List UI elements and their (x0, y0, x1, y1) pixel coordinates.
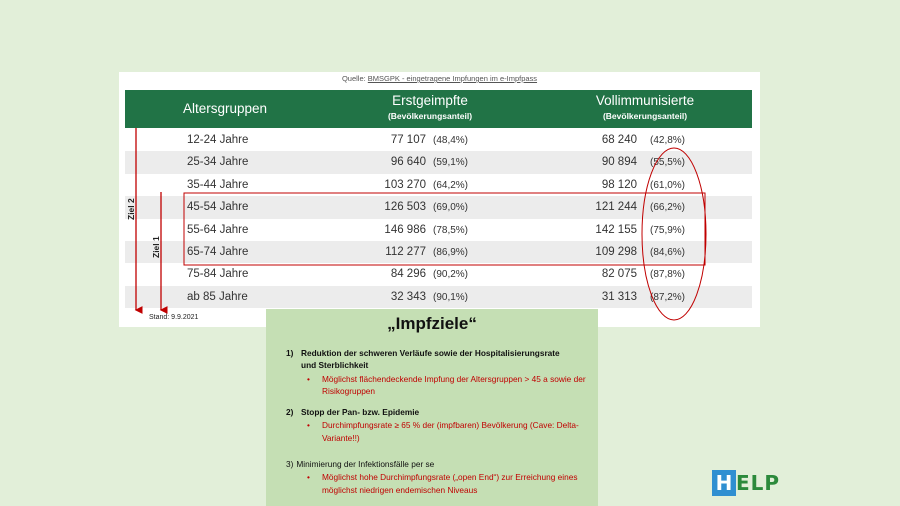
vaccination-table-image (119, 72, 760, 327)
row-full: 109 298 (595, 246, 637, 258)
impfziele-box (266, 309, 598, 506)
impfziele-title: „Impfziele“ (387, 314, 477, 333)
row-full-pct: (87,2%) (650, 291, 686, 303)
header-full-sub: (Bevölkerungsanteil) (602, 111, 688, 121)
row-age: 25-34 Jahre (187, 156, 249, 169)
row-full-pct: (42,8%) (650, 135, 686, 146)
row-first-pct: (69,0%) (433, 202, 469, 214)
red-annotations (119, 72, 760, 327)
goal-3 (286, 458, 586, 496)
row-first-pct: (64,2%) (433, 179, 469, 191)
row-first-pct: (90,2%) (433, 269, 469, 281)
row-first-pct: (90,1%) (433, 291, 469, 303)
goal-detail: Möglichst flächendeckende Impfung der Altersgruppen > 45 a sowie der Risikogruppen (322, 373, 586, 397)
bullet-icon: • (307, 373, 310, 384)
age-45-74-highlight-box (184, 193, 705, 265)
row-age: 12-24 Jahre (187, 134, 249, 146)
goal-number: 2) (286, 407, 294, 417)
row-full: 142 155 (595, 223, 637, 236)
goal-heading-cont: und Sterblichkeit (301, 360, 369, 371)
row-full-pct: (75,9%) (650, 224, 686, 236)
goal-number: 3) (286, 459, 294, 469)
row-full: 121 244 (595, 201, 637, 214)
row-full: 98 120 (601, 178, 637, 191)
row-age: 75-84 Jahre (187, 268, 249, 281)
goal-heading: Stopp der Pan- bzw. Epidemie (301, 407, 420, 417)
ziel1-label: Ziel 1 (151, 236, 161, 258)
header-first-label: Erstgeimpfte (392, 93, 468, 108)
row-age: 35-44 Jahre (187, 178, 249, 191)
goal-detail: Möglichst hohe Durchimpfungsrate („open End“) zur Erreichung eines möglichst niedrigen endemischen Niveaus (322, 472, 578, 495)
goal-heading: Minimierung der Infektionsfälle per se (296, 459, 435, 469)
row-full-pct: (55,5%) (650, 157, 686, 169)
ziel2-label: Ziel 2 (126, 198, 136, 220)
header-age-label: Altersgruppen (182, 101, 268, 116)
row-full: 90 894 (601, 156, 637, 169)
header-full-label: Vollimmunisierte (595, 93, 695, 108)
goal-2 (286, 406, 586, 444)
row-full-pct: (84,6%) (650, 247, 686, 258)
row-age: 55-64 Jahre (187, 223, 249, 236)
row-age: 45-54 Jahre (187, 201, 249, 214)
goal-1 (286, 347, 586, 398)
row-first: 84 296 (390, 268, 426, 281)
row-first: 146 986 (384, 223, 426, 236)
stand-date: Stand: 9.9.2021 (149, 314, 199, 321)
row-first-pct: (48,4%) (433, 135, 469, 146)
row-first: 103 270 (384, 178, 426, 191)
row-full-pct: (61,0%) (650, 179, 686, 191)
source-link: BMSGPK - eingetragene Impfungen im e-Impfpass (367, 74, 538, 83)
row-age: ab 85 Jahre (187, 290, 248, 303)
help-logo-text: ELP (736, 471, 781, 495)
row-full: 68 240 (601, 134, 637, 146)
goal-heading: Reduktion der schweren Verläufe sowie der Hospitalisierungsrate (301, 348, 560, 358)
help-logo-h: H (712, 470, 736, 496)
row-first: 112 277 (385, 246, 426, 258)
row-age: 65-74 Jahre (187, 246, 249, 258)
goal-detail: Durchimpfungsrate ≥ 65 % der (impfbaren) Bevölkerung (Cave: Delta- Variante!!) (322, 420, 579, 443)
row-full-pct: (87,8%) (650, 269, 686, 281)
bullet-icon: • (307, 420, 310, 431)
bullet-icon: • (307, 472, 310, 483)
row-first-pct: (78,5%) (433, 224, 469, 236)
percentage-highlight-ellipse (642, 148, 706, 320)
row-first: 77 107 (390, 134, 426, 146)
row-full: 31 313 (601, 290, 637, 303)
row-full: 82 075 (601, 268, 637, 281)
row-full-pct: (66,2%) (650, 202, 686, 214)
row-first: 32 343 (390, 290, 426, 303)
header-first-sub: (Bevölkerungsanteil) (387, 111, 473, 121)
row-first: 126 503 (384, 201, 426, 214)
source-prefix: Quelle: (341, 74, 366, 83)
row-first-pct: (59,1%) (433, 157, 469, 169)
row-first-pct: (86,9%) (433, 247, 469, 258)
row-first: 96 640 (390, 156, 426, 169)
goal-number: 1) (286, 348, 294, 358)
